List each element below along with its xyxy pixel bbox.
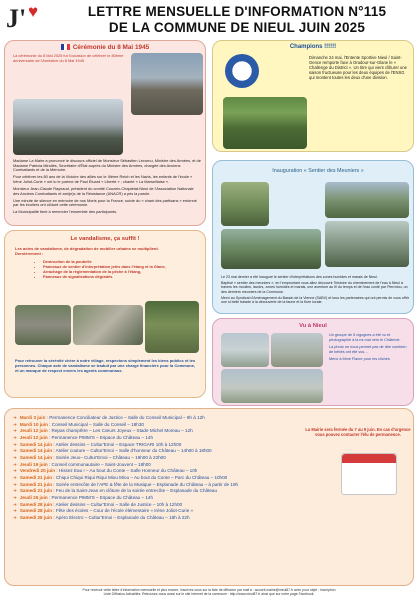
ceremonie-paragraph: Madame La Maire a prononcé le discours officiel de Monsieur Sébastien Lecornu, Ministre des Armées, et de Madame Patricia Mirallès, Secrétaire d'État auprès du Ministre des Armées, chargée des Anciens Combattants et de la Mémoire.: [13, 158, 201, 173]
agenda-item: [13, 442, 305, 449]
agenda-item: [13, 462, 305, 469]
ceremonie-title: Cérémonie du 8 Mai 1945: [72, 44, 150, 51]
mairie-closure-note: La Mairie sera fermée du 7 au 9 juin. En cas d'urgence vous pouvez contacter l'élu de permanence.: [305, 427, 411, 437]
arrow-icon: ➔: [13, 421, 17, 427]
agenda-text: : Soirée entrecôte de l'APE & fête de la Musique – Esplanade du Château – à partir de 19h: [52, 481, 239, 487]
french-flag-icon: [61, 44, 70, 50]
agenda-text: : Atelier dessins – Cultur'Emoi – Espace TRIGARI 10h à 12h00: [52, 441, 182, 447]
page-title-line2: DE LA COMMUNE DE NIEUL JUIN 2025: [108, 20, 366, 35]
agenda-text: : Chiqui Chiqui Riqui Riqui Miou Miou – Au bout du Conte – Parc du Château – 10h00: [52, 474, 228, 480]
stork-photo-1: [221, 333, 269, 367]
sentier-photo-4: [325, 221, 409, 267]
agenda-date: Vendredi 20 juin: [19, 468, 56, 474]
ceremonie-section: [4, 40, 206, 226]
champions-paragraph: Dimanche 24 mai, l'Entente Sportive Nieul / Saint-Gence remporte face à Oradour-sur-Glane le « Challenge du District ». Un titre qui vient clôturer une saison fructueuse pour les deux équipes de l'ENSG qui montent toutes les deux d'une division.: [309, 55, 407, 80]
vandalisme-lead-sub: Dernièrement :: [15, 250, 44, 256]
champions-text: [309, 55, 409, 83]
list-item: • Panneaux de signalisations dégradés: [43, 275, 193, 280]
footer: [4, 588, 414, 596]
sentier-paragraph: Le 23 mai dernier a été inauguré le sentier d'interprétations des zones humides et marais de Nieul.: [221, 275, 378, 279]
sentier-body: [221, 275, 409, 306]
footer-line-2: Liste Diffusion Actualités. Retrouvez-nous aussi sur le site Internet de la commune : http://www.nieul87.fr ainsi que sur notre page Facebook.: [103, 592, 315, 597]
sentier-photo-3: [221, 229, 321, 269]
agenda-text: : Feu de la Saint-Jean en clôture de la soirée entrecôte – Esplanade du Château: [52, 488, 218, 494]
agenda-text: : Permanence PIMM'S – Espace du Château – 14h: [47, 434, 154, 440]
agenda-item: [13, 508, 305, 515]
agenda-date: Samedi 28 juin: [19, 514, 53, 520]
vandalisme-section: [4, 230, 206, 398]
agenda-date: Jeudi 19 juin: [19, 461, 48, 467]
sentier-photo-1: [221, 182, 269, 226]
agenda-date: Samedi 21 juin: [19, 488, 53, 494]
arrow-icon: ➔: [13, 514, 17, 520]
calendar-header: [342, 454, 396, 463]
ceremonie-paragraph: Pour célébrer les 80 ans de la Victoire des alliés sur le IIIème Reich et les Nazis, les enfants de l'école « Irène Joliot-Curie » ont lu le poème de Paul Éluard « Liberté » ; chanté « La Marseillaise ».: [13, 174, 193, 184]
stork-photo-3: [221, 369, 323, 403]
agenda-text: : Atelier couture – Cultur'Emoi – Salle d'honneur du Château – 14h00 à 18h00: [52, 448, 212, 454]
arrow-icon: ➔: [13, 441, 17, 447]
agenda-item: [13, 502, 305, 509]
vu-paragraph: Un groupe de 5 cigognes a été vu et photographié à la mi-mai vers le Châtenet.: [329, 333, 401, 342]
ceremonie-heading: [5, 44, 205, 51]
agenda-date: Samedi 28 juin: [19, 508, 53, 514]
vandalisme-list: [37, 260, 193, 280]
arrow-icon: ➔: [13, 494, 17, 500]
agenda-item: [13, 468, 305, 475]
agenda-item: [13, 428, 305, 435]
stork-photo-2: [271, 333, 323, 367]
agenda-text: : Permanence PIMM'S – Espace du Château – 14h: [47, 494, 154, 500]
arrow-icon: ➔: [13, 474, 17, 480]
ceremonie-body: [13, 159, 201, 217]
calendar-icon: [341, 453, 397, 495]
vandalisme-title: Le vandalisme, ça suffit !: [70, 236, 140, 242]
agenda-date: Mardi 3 juin: [19, 415, 46, 420]
arrow-icon: ➔: [13, 415, 17, 420]
vandalisme-body: Pour retrouver la sérénité chère à notre village, respectons simplement les biens publics et les personnes. Chaque acte de vandalisme se traduit par une charge financière pour la Commune, et un manque de respect envers les agents communaux.: [15, 358, 196, 373]
agenda-date: Samedi 21 juin: [19, 481, 53, 487]
agenda-date: Samedi 14 juin: [19, 448, 53, 454]
agenda-date: Samedi 14 juin: [19, 454, 53, 460]
agenda-text: : Conseil Municipal – Salle du Conseil – 18h30: [47, 421, 144, 427]
list-item: • Arrachage de la réglementation de la pêche à l'étang,: [43, 270, 193, 275]
sentier-section: [212, 160, 414, 314]
agenda-date: Jeudi 12 juin: [19, 434, 48, 440]
agenda-item: [13, 515, 305, 522]
ceremonie-photo-crowd: [13, 99, 123, 155]
list-item: • Destruction de la poubelle: [43, 260, 193, 265]
agenda-date: Mardi 10 juin: [19, 421, 48, 427]
agenda-text: : Conseil communautaire – Saint-Jouvent – 18h00: [47, 461, 151, 467]
agenda-section: [4, 408, 414, 586]
agenda-item: [13, 448, 305, 455]
agenda-item: [13, 422, 305, 429]
vandalisme-photo-3: [145, 301, 199, 353]
sentier-title: Inauguration « Sentier des Meuniers »: [272, 168, 364, 174]
arrow-icon: ➔: [13, 428, 17, 434]
ceremonie-intro: La cérémonie du 8 Mai 2025 fut l'occasion de célébrer le 80ème anniversaire de l'Armistice du 8 Mai 1945: [13, 53, 124, 63]
ceremonie-paragraph: Une minute de silence en mémoire de nos Morts pour la France, suivie du « chant des partisans » entonné par les écoliers ont clôturé cette cérémonie.: [13, 197, 197, 208]
sentier-paragraph: Merci au Syndicat d'Aménagement du Bassin de la Vienne (SABV) et tous les partenaires qui ont permis de vous offrir une si belle balade à la découverte de la faune et la flore locale.: [221, 295, 409, 305]
vu-paragraph: Merci à Mme Fiacre pour les clichés: [329, 357, 390, 362]
arrow-icon: ➔: [13, 481, 17, 487]
arrow-icon: ➔: [13, 468, 17, 474]
vandalisme-lead-text: Les actes de vandalisme, de dégradation de mobilier urbains se multiplient.: [15, 246, 159, 251]
arrow-icon: ➔: [13, 508, 17, 514]
arrow-icon: ➔: [13, 434, 17, 440]
footer-line-1: Pour recevoir cette lettre d'information mensuelle et plus encore, inscrivez-vous sur la liste de diffusion par mail à : accueil-mairie@nieul87.fr avec pour objet : Inscription: [82, 588, 336, 592]
agenda-item: [13, 455, 305, 462]
ceremonie-paragraph: Monsieur Jean-Claude Raynaud, président du comité Couzeix-Chaptelat-Nieul de l'Association Nationale des Anciens Combattants et ami(e)s de la Résistance (ANACR) a pris la parole.: [13, 185, 194, 196]
agenda-date: Jeudi 26 juin: [19, 494, 48, 500]
agenda-date: Samedi 21 juin: [19, 474, 53, 480]
list-item: • Panneaux de sentier d'interprétation jetés dans l'étang et la Glane,: [43, 265, 193, 270]
club-logo-icon: [225, 54, 259, 88]
arrow-icon: ➔: [13, 461, 17, 467]
vu-title: Vu à Nieul: [299, 323, 327, 329]
agenda-date: Samedi 28 juin: [19, 501, 53, 507]
arrow-icon: ➔: [13, 448, 17, 454]
agenda-text: : Soirée Jeux– Cultur'Emoi – Château – 19h00 à 22h00: [52, 454, 166, 460]
sentier-photo-2: [325, 182, 409, 218]
agenda-item: [13, 435, 305, 442]
champions-section: [212, 40, 414, 152]
logo-letter: J': [6, 4, 27, 33]
arrow-icon: ➔: [13, 501, 17, 507]
ceremonie-photo-monument: [131, 53, 203, 115]
champions-title: Champions !!!!!!: [289, 44, 337, 50]
arrow-icon: ➔: [13, 454, 17, 460]
vu-text: [329, 333, 411, 365]
sentier-paragraph: Baptisé « sentier des meuniers », en l'empruntant vous allez découvrir l'histoire du cheminement de l'eau à Nieul à travers les moulins, lavoirs, zones humides et marais, une aventure au fil du temps et de l'eau conté par Pierrotou, un des derniers meuniers de la Commune.: [221, 281, 408, 294]
agenda-list: [13, 415, 305, 522]
agenda-item: [13, 488, 305, 495]
arrow-icon: ➔: [13, 488, 17, 494]
agenda-text: : Apéro Electro – Cultur'Emoi – Esplanade du Château – 18h à 22h: [52, 514, 190, 520]
agenda-text: : Permanence Conciliateur de Justice – Salle du Conseil Municipal – 9h à 12h: [45, 415, 205, 420]
vandalisme-lead: [15, 247, 199, 257]
agenda-date: Jeudi 12 juin: [19, 428, 48, 434]
logo: [4, 4, 48, 40]
vandalisme-photo-2: [73, 305, 143, 345]
page-title-line1: LETTRE MENSUELLE D'INFORMATION N°115: [87, 4, 387, 19]
agenda-text: : Fête des écoles – Cour de l'école élémentaire « Irène Joliot-Curie »: [52, 508, 194, 514]
agenda-item: [13, 495, 305, 502]
agenda-item: [13, 475, 305, 482]
heart-icon: ♥: [28, 2, 39, 21]
champions-team-photo: [223, 97, 307, 149]
agenda-text: : Hissez Eau ! – Au bout du Conte – Salle Honneur du Château – 10h: [55, 468, 198, 474]
vu-paragraph: La photo ne nous permet pas de dire combien de bébés ont été vus…: [329, 345, 407, 354]
page-title: [72, 4, 402, 36]
agenda-text: : Atelier dessins – Cultur'Emoi – Salle de Justice – 10h à 12h00: [52, 501, 183, 507]
vandalisme-photo-1: [15, 305, 71, 345]
agenda-item: [13, 415, 305, 422]
agenda-item: [13, 482, 305, 489]
ceremonie-paragraph: La Municipalité tient à remercier l'ensemble des participants.: [13, 209, 118, 215]
vu-section: [212, 318, 414, 406]
agenda-date: Samedi 14 juin: [19, 441, 53, 447]
agenda-text: : Repas champêtre – Les Cœurs Joyeux – Stade Michel Moreau – 12h: [47, 428, 193, 434]
